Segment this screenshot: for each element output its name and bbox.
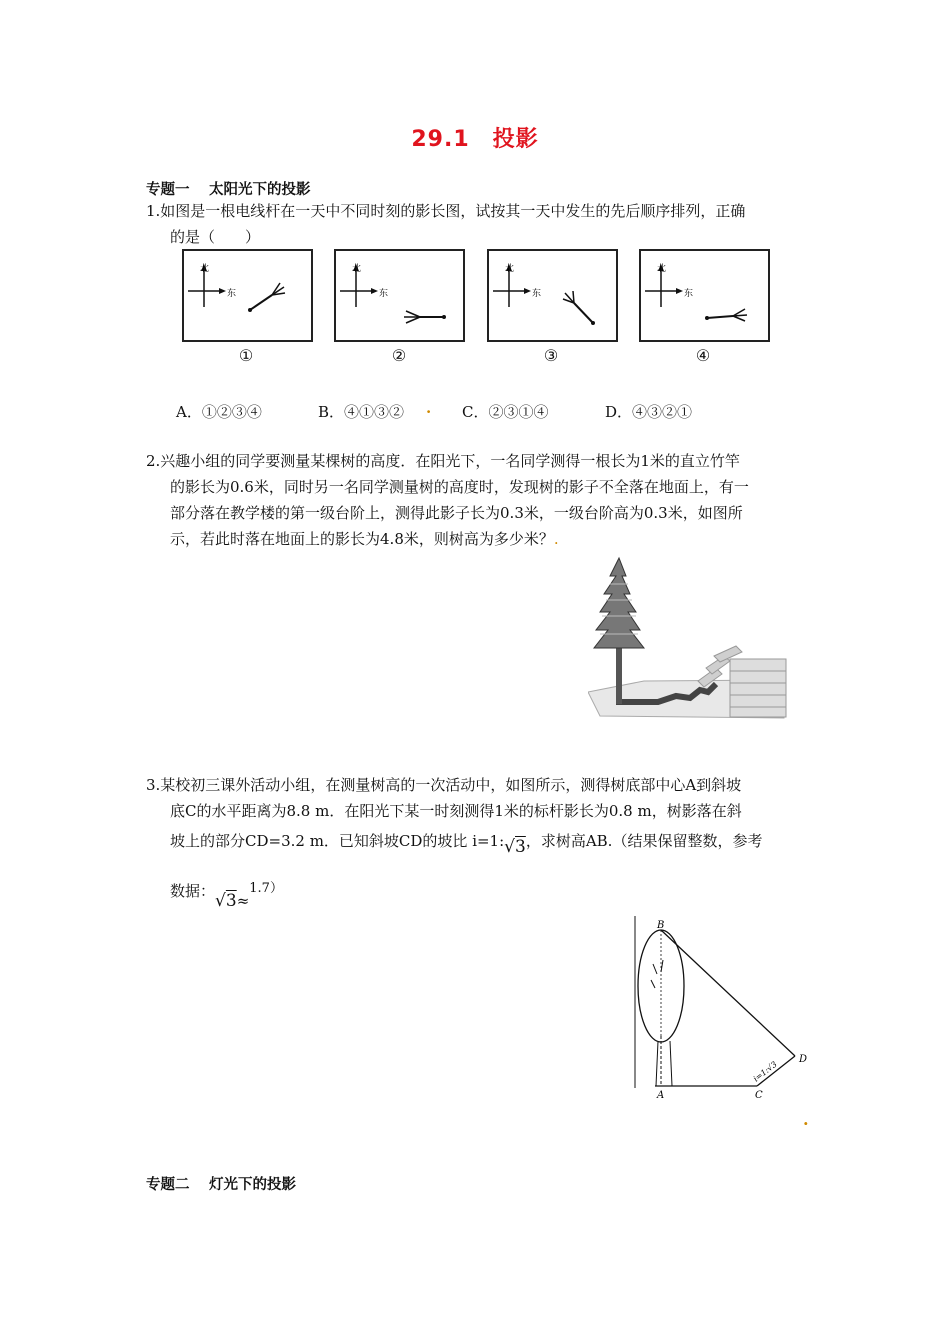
sqrt-three-1: √3 bbox=[504, 837, 526, 857]
shadow-figure-2 bbox=[334, 249, 465, 342]
figure-label-2: ② bbox=[391, 346, 407, 365]
option-a: A．①②③④ bbox=[176, 403, 262, 421]
shadow-figure-4-drawing bbox=[641, 251, 768, 340]
tree-stairs-illustration bbox=[588, 556, 792, 722]
question-3 bbox=[146, 772, 811, 858]
marker-dot-2: . bbox=[553, 530, 559, 548]
option-c: C．②③①④ bbox=[462, 403, 549, 421]
point-d-label: D bbox=[799, 1054, 808, 1065]
sqrt-three-2-radicand: 3 bbox=[225, 891, 237, 911]
point-c-label: C bbox=[755, 1090, 763, 1101]
shadow-figure-2-drawing bbox=[336, 251, 463, 340]
question-3-line3b: ，求树高AB.（结果保留整数，参考 bbox=[525, 832, 763, 850]
sqrt-three-1-radicand: 3 bbox=[515, 837, 526, 857]
figure-label-3: ③ bbox=[543, 346, 559, 365]
slope-ratio-label: i=1:√3 bbox=[751, 1059, 779, 1084]
point-b-label: B bbox=[657, 920, 665, 931]
option-d: D．④③②① bbox=[605, 403, 693, 421]
shadow-figure-4 bbox=[639, 249, 770, 342]
question-3-line4a: 数据： bbox=[170, 882, 216, 900]
question-2-line4: 示，若此时落在地面上的影长为4.8米，则树高为多少米？ bbox=[170, 530, 554, 548]
tree-slope-diagram bbox=[625, 916, 815, 1106]
question-1-line1: 1.如图是一根电线杆在一天中不同时刻的影长图，试按其一天中发生的先后顺序排列，正确 bbox=[146, 202, 746, 220]
compass-east-label: 东 bbox=[532, 289, 542, 299]
compass-north-label: 北 bbox=[505, 264, 515, 274]
page-title: 29.1 投影 bbox=[411, 127, 539, 152]
figure-label-4: ④ bbox=[695, 346, 711, 365]
section-heading-1: 专题一 太阳光下的投影 bbox=[146, 182, 311, 198]
question-1 bbox=[146, 198, 811, 250]
shadow-figure-3-drawing bbox=[489, 251, 616, 340]
question-3-line3a: 坡上的部分CD=3.2 m．已知斜坡CD的坡比 i=1: bbox=[170, 832, 505, 850]
question-2-line1: 2.兴趣小组的同学要测量某棵树的高度．在阳光下，一名同学测得一根长为1米的直立竹竿 bbox=[146, 452, 740, 470]
shadow-figure-1-drawing bbox=[184, 251, 311, 340]
figure-label-1: ① bbox=[238, 346, 254, 365]
compass-east-label: 东 bbox=[227, 289, 237, 299]
question-3-line2: 底C的水平距离为8.8 m．在阳光下某一时刻测得1米的标杆影长为0.8 m，树影落在斜 bbox=[170, 802, 742, 820]
compass-east-label: 东 bbox=[379, 289, 389, 299]
question-2-line3: 部分落在教学楼的第一级台阶上，测得此影子长为0.3米，一级台阶高为0.3米，如图所 bbox=[170, 504, 743, 522]
compass-north-label: 北 bbox=[200, 264, 210, 274]
approx-sign: ≈ bbox=[236, 892, 250, 910]
question-3-line4b: 1.7） bbox=[249, 881, 283, 896]
compass-north-label: 北 bbox=[657, 264, 667, 274]
question-1-line2: 的是（ ） bbox=[170, 228, 261, 246]
section-heading-2: 专题二 灯光下的投影 bbox=[146, 1177, 297, 1193]
shadow-figure-1 bbox=[182, 249, 313, 342]
option-b: B．④①③② bbox=[318, 403, 405, 421]
sqrt-three-2: √3 bbox=[215, 891, 237, 911]
shadow-figure-3 bbox=[487, 249, 618, 342]
question-2-line2: 的影长为0.6米，同时另一名同学测量树的高度时，发现树的影子不全落在地面上，有一 bbox=[170, 478, 749, 496]
question-3-line4 bbox=[170, 878, 283, 911]
compass-east-label: 东 bbox=[684, 289, 694, 299]
question-2 bbox=[146, 448, 811, 552]
question-3-line1: 3.某校初三课外活动小组，在测量树高的一次活动中，如图所示，测得树底部中心A到斜坡 bbox=[146, 776, 742, 794]
point-a-label: A bbox=[657, 1090, 665, 1101]
marker-dot-3: . bbox=[803, 1110, 809, 1129]
marker-dot-1: . bbox=[426, 399, 432, 417]
compass-north-label: 北 bbox=[352, 264, 362, 274]
